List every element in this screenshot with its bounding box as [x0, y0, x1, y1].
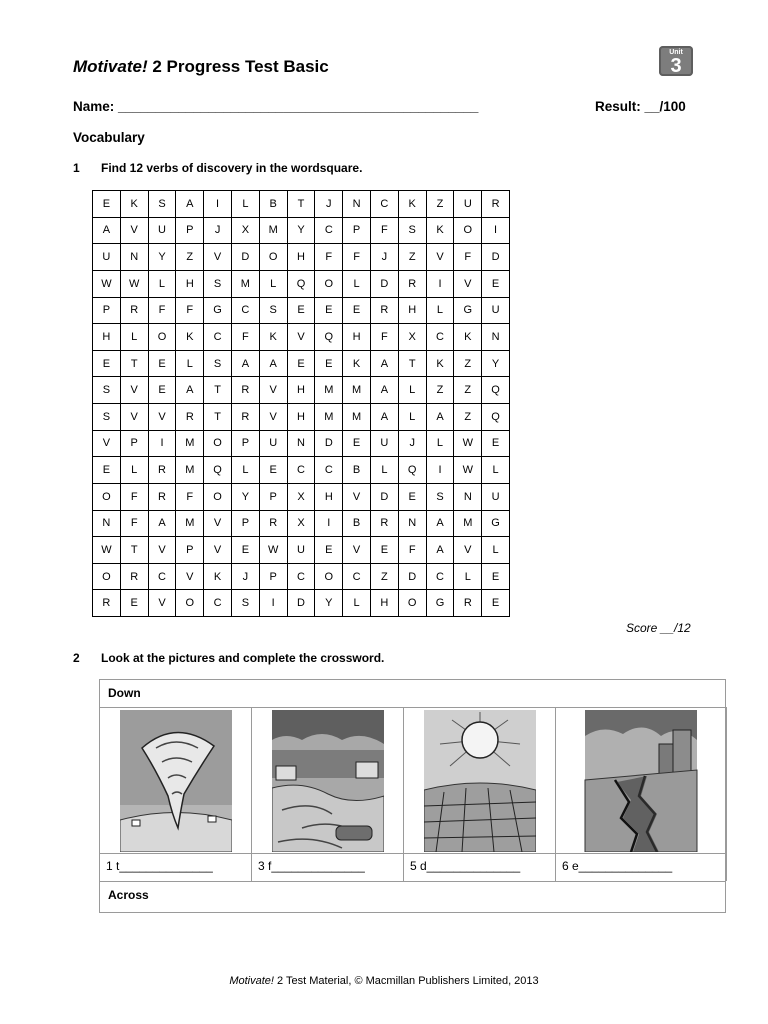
wordsquare-cell[interactable]: L — [121, 457, 149, 484]
wordsquare-cell[interactable]: G — [204, 298, 232, 325]
name-field[interactable] — [73, 99, 478, 114]
wordsquare-cell[interactable]: R — [121, 298, 149, 325]
wordsquare-cell[interactable]: F — [232, 324, 260, 351]
wordsquare-cell[interactable]: J — [371, 244, 399, 271]
wordsquare-cell[interactable]: R — [371, 511, 399, 538]
wordsquare-cell[interactable]: T — [121, 537, 149, 564]
wordsquare-cell[interactable]: V — [454, 271, 482, 298]
wordsquare-cell[interactable]: O — [149, 324, 177, 351]
wordsquare-cell[interactable]: K — [260, 324, 288, 351]
wordsquare-cell[interactable]: V — [260, 377, 288, 404]
wordsquare-cell[interactable]: O — [315, 271, 343, 298]
wordsquare-cell[interactable]: W — [454, 457, 482, 484]
wordsquare-cell[interactable]: V — [454, 537, 482, 564]
wordsquare-cell[interactable]: U — [288, 537, 316, 564]
wordsquare-cell[interactable]: K — [121, 191, 149, 218]
wordsquare-cell[interactable]: E — [288, 351, 316, 378]
wordsquare-cell[interactable]: P — [121, 431, 149, 458]
wordsquare-cell[interactable]: H — [288, 244, 316, 271]
clue-3-text: 3 f______________ — [258, 859, 365, 873]
wordsquare-cell[interactable]: R — [371, 298, 399, 325]
wordsquare-cell[interactable]: B — [260, 191, 288, 218]
wordsquare-cell[interactable]: C — [288, 564, 316, 591]
wordsquare-cell[interactable]: M — [343, 404, 371, 431]
wordsquare-cell[interactable]: L — [482, 537, 510, 564]
wordsquare-cell[interactable]: N — [399, 511, 427, 538]
wordsquare-cell[interactable]: K — [176, 324, 204, 351]
wordsquare-cell[interactable]: F — [176, 484, 204, 511]
wordsquare-cell[interactable]: V — [149, 404, 177, 431]
wordsquare-cell[interactable]: O — [176, 590, 204, 617]
wordsquare-cell[interactable]: N — [121, 244, 149, 271]
wordsquare-cell[interactable]: M — [315, 404, 343, 431]
wordsquare-cell[interactable]: O — [204, 431, 232, 458]
wordsquare-cell[interactable]: K — [427, 351, 455, 378]
wordsquare-cell[interactable]: X — [399, 324, 427, 351]
drought-picture — [424, 710, 536, 852]
wordsquare-cell[interactable]: E — [482, 271, 510, 298]
wordsquare-cell[interactable]: Z — [399, 244, 427, 271]
question-1-text: Find 12 verbs of discovery in the wordsquare. — [101, 161, 363, 175]
wordsquare-cell[interactable]: P — [176, 537, 204, 564]
footer-brand: Motivate! — [229, 975, 274, 987]
wordsquare-cell[interactable]: V — [204, 511, 232, 538]
wordsquare-cell[interactable]: K — [343, 351, 371, 378]
wordsquare-cell[interactable]: F — [121, 484, 149, 511]
wordsquare-cell[interactable]: S — [260, 298, 288, 325]
wordsquare-cell[interactable]: M — [315, 377, 343, 404]
wordsquare-cell[interactable]: C — [427, 324, 455, 351]
question-1-number: 1 — [73, 161, 80, 175]
wordsquare-cell[interactable]: Z — [427, 191, 455, 218]
wordsquare-cell[interactable]: A — [427, 404, 455, 431]
wordsquare-cell[interactable]: M — [232, 271, 260, 298]
wordsquare-cell[interactable]: U — [482, 298, 510, 325]
wordsquare-cell[interactable]: V — [204, 537, 232, 564]
wordsquare-cell[interactable]: E — [343, 431, 371, 458]
wordsquare-cell[interactable]: T — [288, 191, 316, 218]
wordsquare-cell[interactable]: V — [427, 244, 455, 271]
wordsquare-cell[interactable]: P — [260, 484, 288, 511]
wordsquare-cell[interactable]: R — [482, 191, 510, 218]
wordsquare-cell[interactable]: C — [232, 298, 260, 325]
wordsquare-cell[interactable]: L — [260, 271, 288, 298]
wordsquare-cell[interactable]: H — [288, 377, 316, 404]
flood-picture — [272, 710, 384, 852]
wordsquare-cell[interactable]: L — [427, 298, 455, 325]
wordsquare-cell[interactable]: H — [315, 484, 343, 511]
wordsquare-cell[interactable]: I — [204, 191, 232, 218]
wordsquare-cell[interactable]: I — [482, 218, 510, 245]
wordsquare-cell[interactable]: T — [204, 404, 232, 431]
wordsquare-cell[interactable]: M — [176, 511, 204, 538]
wordsquare-cell[interactable]: H — [399, 298, 427, 325]
wordsquare-cell[interactable]: A — [232, 351, 260, 378]
clue-cell-flood — [252, 707, 404, 881]
wordsquare-cell[interactable]: E — [93, 351, 121, 378]
unit-label: Unit — [669, 49, 683, 56]
wordsquare-cell[interactable]: O — [399, 590, 427, 617]
wordsquare-cell[interactable]: Z — [454, 377, 482, 404]
footer-copyright — [0, 975, 768, 987]
wordsquare-cell[interactable]: O — [93, 484, 121, 511]
wordsquare-cell[interactable]: M — [260, 218, 288, 245]
clue-6-text: 6 e______________ — [562, 859, 673, 873]
wordsquare-cell[interactable]: Y — [288, 218, 316, 245]
wordsquare-cell[interactable]: V — [121, 218, 149, 245]
wordsquare-cell[interactable]: F — [371, 324, 399, 351]
wordsquare-cell[interactable]: R — [93, 590, 121, 617]
wordsquare-cell[interactable]: S — [232, 590, 260, 617]
wordsquare-cell[interactable]: D — [399, 564, 427, 591]
wordsquare-cell[interactable]: L — [343, 590, 371, 617]
wordsquare-cell[interactable]: Q — [399, 457, 427, 484]
wordsquare-cell[interactable]: A — [371, 377, 399, 404]
wordsquare-cell[interactable]: P — [260, 564, 288, 591]
question-2-text: Look at the pictures and complete the crossword. — [101, 651, 385, 665]
wordsquare-cell[interactable]: A — [371, 404, 399, 431]
wordsquare-cell[interactable]: C — [371, 191, 399, 218]
wordsquare-cell[interactable]: Z — [454, 404, 482, 431]
clue-cell-drought — [404, 707, 556, 881]
wordsquare-cell[interactable]: R — [232, 404, 260, 431]
wordsquare-cell[interactable]: N — [288, 431, 316, 458]
wordsquare-cell[interactable]: J — [399, 431, 427, 458]
wordsquare-cell[interactable]: I — [427, 457, 455, 484]
wordsquare-cell[interactable]: O — [93, 564, 121, 591]
wordsquare-cell[interactable]: G — [427, 590, 455, 617]
wordsquare-cell[interactable]: D — [371, 271, 399, 298]
wordsquare-cell[interactable]: A — [427, 511, 455, 538]
earthquake-picture — [582, 710, 700, 852]
wordsquare-cell[interactable]: E — [315, 298, 343, 325]
wordsquare-cell[interactable]: Z — [427, 377, 455, 404]
wordsquare-cell[interactable]: E — [288, 298, 316, 325]
wordsquare-cell[interactable]: E — [121, 590, 149, 617]
wordsquare-cell[interactable]: R — [121, 564, 149, 591]
wordsquare-cell[interactable]: V — [121, 377, 149, 404]
wordsquare-cell[interactable]: B — [343, 457, 371, 484]
wordsquare-cell[interactable]: G — [454, 298, 482, 325]
unit-number: 3 — [670, 55, 682, 77]
clue-line-6[interactable] — [556, 853, 726, 881]
wordsquare-cell[interactable]: O — [260, 244, 288, 271]
wordsquare-cell[interactable]: O — [315, 564, 343, 591]
wordsquare-cell[interactable]: I — [149, 431, 177, 458]
wordsquare-cell[interactable]: A — [427, 537, 455, 564]
wordsquare-cell[interactable]: U — [260, 431, 288, 458]
wordsquare-cell[interactable]: C — [204, 590, 232, 617]
wordsquare-cell[interactable]: A — [371, 351, 399, 378]
wordsquare-cell[interactable]: V — [93, 431, 121, 458]
question-2-number: 2 — [73, 651, 80, 665]
wordsquare-cell[interactable]: W — [454, 431, 482, 458]
wordsquare-cell[interactable]: X — [288, 484, 316, 511]
wordsquare-cell[interactable]: N — [482, 324, 510, 351]
wordsquare-cell[interactable]: S — [93, 404, 121, 431]
wordsquare-cell[interactable]: N — [454, 484, 482, 511]
wordsquare-cell[interactable]: D — [232, 244, 260, 271]
wordsquare-cell[interactable]: E — [371, 537, 399, 564]
wordsquare-grid[interactable] — [92, 190, 510, 617]
clue-cell-tornado — [100, 707, 252, 881]
wordsquare-cell[interactable]: B — [343, 511, 371, 538]
wordsquare-cell[interactable]: F — [343, 244, 371, 271]
down-header — [100, 680, 725, 708]
wordsquare-cell[interactable]: A — [93, 218, 121, 245]
across-row — [100, 881, 725, 915]
wordsquare-cell[interactable]: H — [288, 404, 316, 431]
tornado-picture — [120, 710, 232, 852]
wordsquare-cell[interactable]: C — [288, 457, 316, 484]
wordsquare-cell[interactable]: G — [482, 511, 510, 538]
title-rest: 2 Progress Test Basic — [147, 57, 329, 76]
wordsquare-cell[interactable]: A — [176, 377, 204, 404]
wordsquare-cell[interactable]: V — [149, 590, 177, 617]
wordsquare-cell[interactable]: H — [93, 324, 121, 351]
wordsquare-cell[interactable]: I — [260, 590, 288, 617]
wordsquare-cell[interactable]: W — [93, 537, 121, 564]
clue-5-text: 5 d______________ — [410, 859, 521, 873]
wordsquare-cell[interactable]: E — [482, 431, 510, 458]
wordsquare-cell[interactable]: W — [93, 271, 121, 298]
wordsquare-cell[interactable]: V — [343, 484, 371, 511]
wordsquare-cell[interactable]: H — [176, 271, 204, 298]
wordsquare-cell[interactable]: F — [399, 537, 427, 564]
wordsquare-cell[interactable]: K — [204, 564, 232, 591]
wordsquare-cell[interactable]: R — [176, 404, 204, 431]
clue-line-5[interactable] — [404, 853, 555, 881]
wordsquare-cell[interactable]: Y — [232, 484, 260, 511]
wordsquare-cell[interactable]: V — [176, 564, 204, 591]
wordsquare-cell[interactable]: T — [204, 377, 232, 404]
wordsquare-cell[interactable]: D — [288, 590, 316, 617]
wordsquare-cell[interactable]: I — [315, 511, 343, 538]
wordsquare-cell[interactable]: A — [260, 351, 288, 378]
wordsquare-cell[interactable]: E — [315, 537, 343, 564]
wordsquare-cell[interactable]: X — [232, 218, 260, 245]
wordsquare-cell[interactable]: P — [93, 298, 121, 325]
wordsquare-cell[interactable]: E — [93, 457, 121, 484]
wordsquare-cell[interactable]: S — [399, 218, 427, 245]
wordsquare-cell[interactable]: L — [399, 404, 427, 431]
wordsquare-cell[interactable]: E — [149, 351, 177, 378]
wordsquare-cell[interactable]: R — [454, 590, 482, 617]
wordsquare-cell[interactable]: Q — [315, 324, 343, 351]
wordsquare-cell[interactable]: N — [343, 191, 371, 218]
wordsquare-cell[interactable]: Z — [371, 564, 399, 591]
clue-1-text: 1 t______________ — [106, 859, 213, 873]
clue-cell-earthquake — [556, 707, 727, 881]
wordsquare-cell[interactable]: C — [204, 324, 232, 351]
wordsquare-cell[interactable]: L — [176, 351, 204, 378]
wordsquare-cell[interactable]: Q — [204, 457, 232, 484]
wordsquare-cell[interactable]: P — [232, 431, 260, 458]
wordsquare-cell[interactable]: D — [482, 244, 510, 271]
wordsquare-cell[interactable]: A — [149, 511, 177, 538]
wordsquare-cell[interactable]: Q — [482, 377, 510, 404]
crossword-clue-table — [99, 679, 726, 913]
wordsquare-cell[interactable]: S — [149, 191, 177, 218]
wordsquare-cell[interactable]: V — [288, 324, 316, 351]
wordsquare-cell[interactable]: U — [371, 431, 399, 458]
wordsquare-cell[interactable]: R — [232, 377, 260, 404]
across-label: Across — [108, 888, 149, 902]
wordsquare-cell[interactable]: L — [454, 564, 482, 591]
title-brand: Motivate! — [73, 57, 148, 76]
wordsquare-cell[interactable]: L — [371, 457, 399, 484]
page-title — [73, 57, 329, 77]
wordsquare-cell[interactable]: V — [204, 244, 232, 271]
wordsquare-cell[interactable]: E — [232, 537, 260, 564]
wordsquare-cell[interactable]: L — [482, 457, 510, 484]
wordsquare-cell[interactable]: P — [232, 511, 260, 538]
wordsquare-cell[interactable]: C — [315, 457, 343, 484]
wordsquare-cell[interactable]: D — [371, 484, 399, 511]
down-label: Down — [108, 686, 141, 700]
wordsquare-cell[interactable]: Q — [482, 404, 510, 431]
wordsquare-cell[interactable]: S — [93, 377, 121, 404]
wordsquare-cell[interactable]: E — [149, 377, 177, 404]
wordsquare-cell[interactable]: U — [149, 218, 177, 245]
wordsquare-cell[interactable]: Q — [288, 271, 316, 298]
wordsquare-cell[interactable]: Y — [482, 351, 510, 378]
wordsquare-cell[interactable]: H — [343, 324, 371, 351]
wordsquare-cell[interactable]: S — [427, 484, 455, 511]
wordsquare-cell[interactable]: L — [399, 377, 427, 404]
wordsquare-cell[interactable]: E — [482, 590, 510, 617]
wordsquare-cell[interactable]: L — [427, 431, 455, 458]
unit-badge — [659, 46, 693, 76]
wordsquare-cell[interactable]: S — [204, 351, 232, 378]
wordsquare-cell[interactable]: K — [454, 324, 482, 351]
clue-line-3[interactable] — [252, 853, 403, 881]
wordsquare-cell[interactable]: E — [260, 457, 288, 484]
wordsquare-cell[interactable]: V — [343, 537, 371, 564]
question-1-score: Score __/12 — [626, 621, 691, 635]
wordsquare-cell[interactable]: J — [315, 191, 343, 218]
clue-line-1[interactable] — [100, 853, 251, 881]
wordsquare-cell[interactable]: F — [121, 511, 149, 538]
wordsquare-cell[interactable]: V — [149, 537, 177, 564]
wordsquare-cell[interactable]: O — [204, 484, 232, 511]
result-label: Result: — [595, 99, 645, 114]
wordsquare-cell[interactable]: C — [315, 218, 343, 245]
wordsquare-cell[interactable]: R — [149, 484, 177, 511]
wordsquare-cell[interactable]: K — [399, 191, 427, 218]
wordsquare-cell[interactable]: Z — [176, 244, 204, 271]
wordsquare-cell[interactable]: L — [232, 191, 260, 218]
wordsquare-cell[interactable]: L — [121, 324, 149, 351]
wordsquare-cell[interactable]: Z — [454, 351, 482, 378]
wordsquare-cell[interactable]: M — [343, 377, 371, 404]
wordsquare-cell[interactable]: R — [399, 271, 427, 298]
wordsquare-cell[interactable]: E — [93, 191, 121, 218]
wordsquare-cell[interactable]: C — [149, 564, 177, 591]
wordsquare-cell[interactable]: T — [399, 351, 427, 378]
wordsquare-cell[interactable]: W — [260, 537, 288, 564]
wordsquare-cell[interactable]: J — [204, 218, 232, 245]
wordsquare-cell[interactable]: U — [482, 484, 510, 511]
wordsquare-cell[interactable]: Y — [149, 244, 177, 271]
name-blank[interactable]: ________________________________________________ — [118, 99, 479, 114]
wordsquare-cell[interactable]: L — [232, 457, 260, 484]
wordsquare-cell[interactable]: E — [399, 484, 427, 511]
wordsquare-cell[interactable]: E — [315, 351, 343, 378]
wordsquare-cell[interactable]: M — [176, 431, 204, 458]
wordsquare-cell[interactable]: V — [260, 404, 288, 431]
section-heading: Vocabulary — [73, 130, 145, 145]
wordsquare-cell[interactable]: P — [343, 218, 371, 245]
wordsquare-cell[interactable]: L — [343, 271, 371, 298]
wordsquare-cell[interactable]: E — [343, 298, 371, 325]
result-value: __/100 — [644, 99, 686, 114]
wordsquare-cell[interactable]: F — [371, 218, 399, 245]
wordsquare-cell[interactable]: F — [454, 244, 482, 271]
wordsquare-cell[interactable]: C — [427, 564, 455, 591]
wordsquare-cell[interactable]: U — [93, 244, 121, 271]
wordsquare-cell[interactable]: N — [93, 511, 121, 538]
wordsquare-cell[interactable]: A — [176, 191, 204, 218]
wordsquare-cell[interactable]: J — [232, 564, 260, 591]
wordsquare-cell[interactable]: E — [482, 564, 510, 591]
wordsquare-cell[interactable]: L — [149, 271, 177, 298]
wordsquare-cell[interactable]: W — [121, 271, 149, 298]
wordsquare-cell[interactable]: K — [427, 218, 455, 245]
wordsquare-cell[interactable]: S — [204, 271, 232, 298]
wordsquare-cell[interactable]: X — [288, 511, 316, 538]
wordsquare-cell[interactable]: F — [315, 244, 343, 271]
wordsquare-cell[interactable]: D — [315, 431, 343, 458]
wordsquare-cell[interactable]: P — [176, 218, 204, 245]
wordsquare-cell[interactable]: M — [454, 511, 482, 538]
wordsquare-cell[interactable]: R — [260, 511, 288, 538]
wordsquare-cell[interactable]: H — [371, 590, 399, 617]
wordsquare-cell[interactable]: I — [427, 271, 455, 298]
wordsquare-cell[interactable]: M — [176, 457, 204, 484]
wordsquare-cell[interactable]: T — [121, 351, 149, 378]
wordsquare-cell[interactable]: R — [149, 457, 177, 484]
wordsquare-cell[interactable]: Y — [315, 590, 343, 617]
wordsquare-cell[interactable]: F — [176, 298, 204, 325]
wordsquare-cell[interactable]: O — [454, 218, 482, 245]
wordsquare-cell[interactable]: C — [343, 564, 371, 591]
name-label: Name: — [73, 99, 119, 114]
wordsquare-cell[interactable]: U — [454, 191, 482, 218]
wordsquare-cell[interactable]: F — [149, 298, 177, 325]
result-field — [595, 99, 686, 114]
footer-text: 2 Test Material, © Macmillan Publishers Limited, 2013 — [273, 975, 539, 987]
wordsquare-cell[interactable]: V — [121, 404, 149, 431]
